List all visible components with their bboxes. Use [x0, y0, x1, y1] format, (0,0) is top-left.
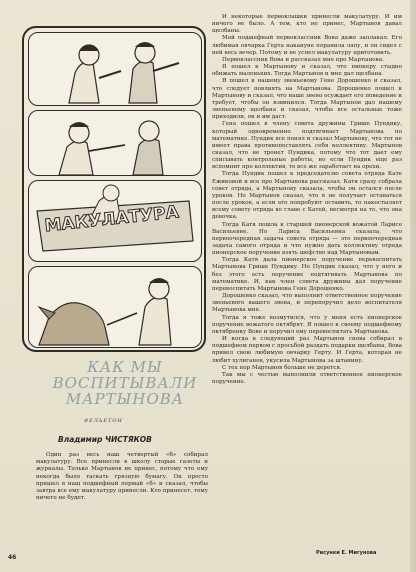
body-paragraph: Дорошенко сказал, что выполнит ответственное поручение звеньевого вашего звена, и перепоручил дело воспитателя Мартынова мне. — [212, 293, 402, 314]
body-paragraph: С тех пор Мартынов больше не дерется. — [222, 364, 342, 371]
panel-2-drawing — [29, 111, 201, 175]
body-paragraph: Тогда я тоже возмутился, что у меня есть пионерское поручение вожатого октябрят. Я пошел к своему подшефному октябренку Вове и поручил ему перевоспитать Мартынова. — [212, 314, 402, 335]
panel-4-drawing — [29, 267, 201, 347]
body-paragraph: Я пошел к нашему звеньевому Гене Дорошенко и сказал, что следует повлиять на Мартынова. Дорошенко пошел к Мартынову и сказал, что наше звено осуждает его поведение и требует, чтобы он извинился. Тогда Мартынов дал нашему звеньевому щелбана и сказал, чтобы все остальные тоже приходили, он и им даст. — [212, 78, 403, 121]
body-paragraph: И когда в следующий раз Мартынов снова собирал в подшефном первом с просьбой раздать подарки щелбаны, Вова привел свою любимую овчарку Герту. И Герта, которая не любит хулиганов, укусила Мартынова за штанину. — [212, 336, 402, 364]
rubric-label: ФЕЛЬЕТОН — [84, 418, 123, 424]
intro-paragraph: Один раз весь наш четвертый «б» собирал макулатуру. Все принесли в школу старые газеты и журналы. Только Мартынов не принес, потому что ему некогда было таскать грязную бумагу. Он просто пришел в наш подшефный первый «б» и сказал, чтобы завтра все ему макулатуру принесли. Кто принесет, тому ничего не будет. — [36, 452, 208, 502]
article-body-column — [212, 14, 402, 386]
comic-panel-4 — [28, 266, 202, 348]
author-name: Владимир ЧИСТЯКОВ — [58, 435, 152, 444]
body-paragraph: Так мы с честью выполнили ответственное пионерское поручение. — [212, 371, 402, 385]
title-line-2: ВОСПИТЫВАЛИ МАРТЫНОВА — [52, 373, 198, 408]
body-paragraph: Гена пошел к члену совета дружины Грише Пундику, который одновременно подтягивает Мартынова по математике. Пундик все понял и сказал Мартынову, что тот не имеет права противопоставлять себя коллективу. Мартынов сказал, что не тронет Пундика, потому что тот дает ему списывать контрольные работы, но если Пундик еще раз вспомнит про коллектив, то все же заработает на орехи. — [212, 121, 402, 171]
page-gutter — [410, 0, 416, 572]
body-paragraph: Тогда Катя дала пионерское поручение перевоспитать Мартынова Грише Пундику. Но Пундик сказал, что у него и без этого есть поручение подтягивать Мартынова по математике. И, как член совета дружины дал поручение перевоспитать Мартынова Гене Дорошенко. — [212, 257, 402, 292]
illustration-credit: Рисунки Е. Мигунова — [316, 550, 377, 556]
body-paragraph: Тогда Катя пошла к старшей пионерской вожатой Ларисе Васильевне. Но Лариса Васильевна сказала, что первоочередная задача совета отряда — это первоочередная задача самого отряда и что нужно дать коллективу отряда пионерское поручение взять шефство над Мартыновым. — [212, 221, 402, 257]
makulatura-poster — [40, 196, 190, 236]
body-paragraph: Первоклассник Вова и рассказал мне про Мартынова. — [222, 56, 384, 63]
title-line-1: КАК МЫ — [87, 358, 163, 376]
body-paragraph: Я пошел к Мартынову и сказал, что пионеру стыдно обижать маленьких. Тогда Мартынов и мне дал щелбана. — [212, 64, 402, 78]
comic-panel-1 — [28, 32, 202, 106]
panel-1-drawing — [29, 33, 201, 105]
body-paragraph: Тогда Пундик пошел к председателю совета отряда Кате Ежиковой и все про Мартынова рассказал. Катя сразу собрала совет отряда, а Мартынову сказала, чтобы он остался после уроков. Но Мартынов сказал, что в не получает оставаться после уроков, а если его попробуют оставить, то накостыляет всему совету отряда во главе с Катей, несмотря на то, что она девочка. — [212, 171, 402, 221]
body-paragraph: Мой подшефный первоклассник Вова даже заплакал. Его любимая овчарка Герта накануне поранила лапу, и он сидел с ней весь вечер. Потому и не успел макулатуру приготовить. — [212, 35, 402, 56]
poster-word: МАКУЛАТУРА — [43, 202, 180, 236]
article-title — [40, 360, 210, 407]
page-number: 46 — [8, 554, 17, 561]
body-paragraph: И некоторые первоклашки принесли макулатуру. И им ничего не было. А тем, кто не принес, Мартынов давал щелбаны. — [212, 14, 402, 35]
comic-panel-2 — [28, 110, 202, 176]
comic-illustration-strip — [22, 26, 206, 352]
